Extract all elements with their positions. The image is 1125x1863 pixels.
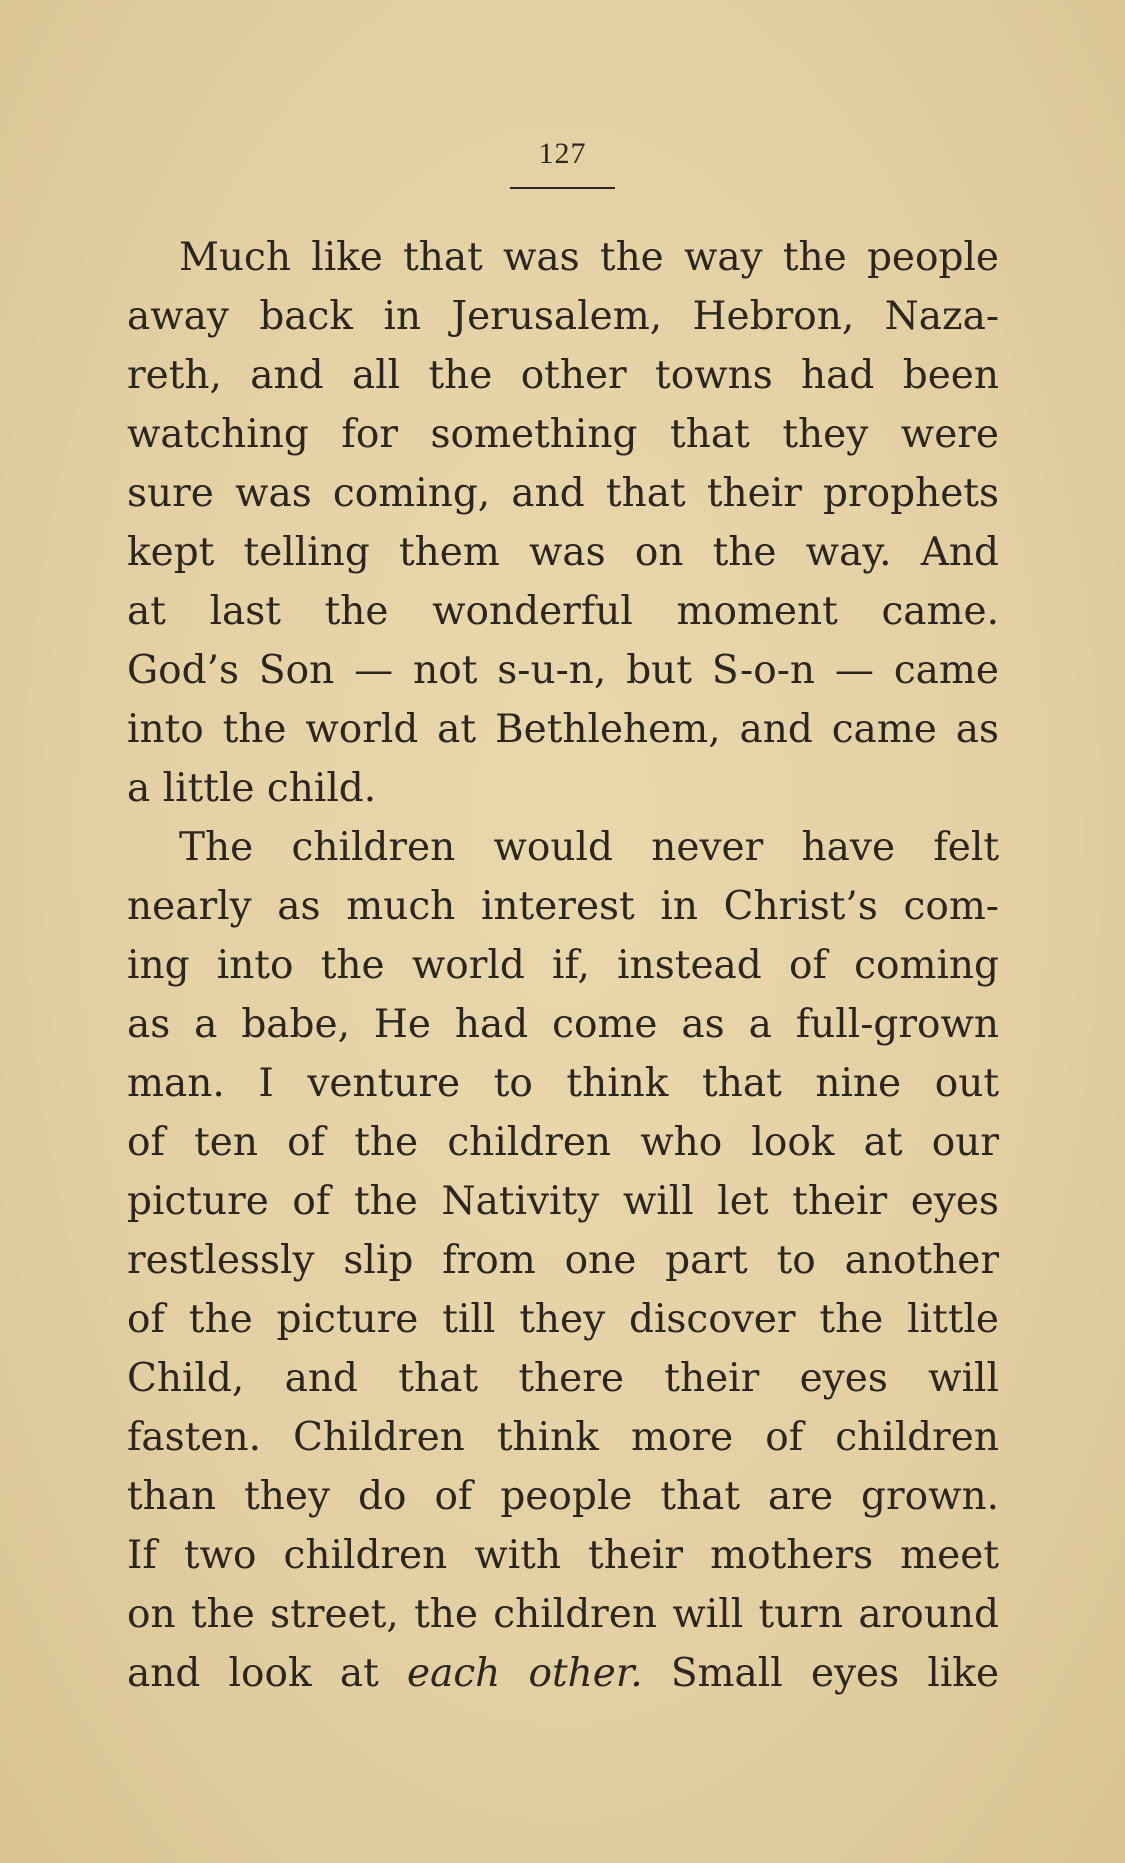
text-line: than they do of people that are grown.	[127, 1474, 999, 1519]
text-line: of the picture till they discover the little	[127, 1297, 999, 1342]
text-line: nearly as much interest in Christ’s com-	[127, 884, 999, 929]
text-line: of ten of the children who look at our	[127, 1120, 999, 1165]
text-line: The children would never have felt	[179, 825, 999, 870]
text-line: Child, and that there their eyes will	[127, 1356, 999, 1401]
text-line: If two children with their mothers meet	[127, 1533, 999, 1578]
text-line: as a babe, He had come as a full-grown	[127, 1002, 999, 1047]
text-line: restlessly slip from one part to another	[127, 1238, 999, 1283]
text-line: kept telling them was on the way. And	[127, 530, 999, 575]
emphasized-text: each other.	[406, 1651, 643, 1696]
text-line: on the street, the children will turn around	[127, 1592, 999, 1637]
text-line: reth, and all the other towns had been	[127, 353, 999, 398]
text-line: at last the wonderful moment came.	[127, 589, 999, 634]
text-line: sure was coming, and that their prophets	[127, 471, 999, 516]
page-number: 127	[538, 137, 587, 170]
text-line: watching for something that they were	[127, 412, 999, 457]
text-line: into the world at Bethlehem, and came as	[127, 707, 999, 752]
text-line: away back in Jerusalem, Hebron, Naza-	[127, 294, 999, 339]
body-text	[127, 228, 999, 1703]
text-line: ing into the world if, instead of coming	[127, 943, 999, 988]
page-number-rule	[510, 187, 615, 189]
text-line: fasten. Children think more of children	[127, 1415, 999, 1460]
text-line: a little child.	[127, 766, 377, 811]
text-line: man. I venture to think that nine out	[127, 1061, 999, 1106]
text-line: God’s Son — not s-u-n, but S-o-n — came	[127, 648, 999, 693]
text-line: Much like that was the way the people	[179, 235, 999, 280]
text-line: picture of the Nativity will let their eyes	[127, 1179, 999, 1224]
text-run: Small eyes like	[642, 1651, 1000, 1696]
text-line-final	[127, 1644, 999, 1703]
text-run: and look at	[127, 1651, 407, 1696]
